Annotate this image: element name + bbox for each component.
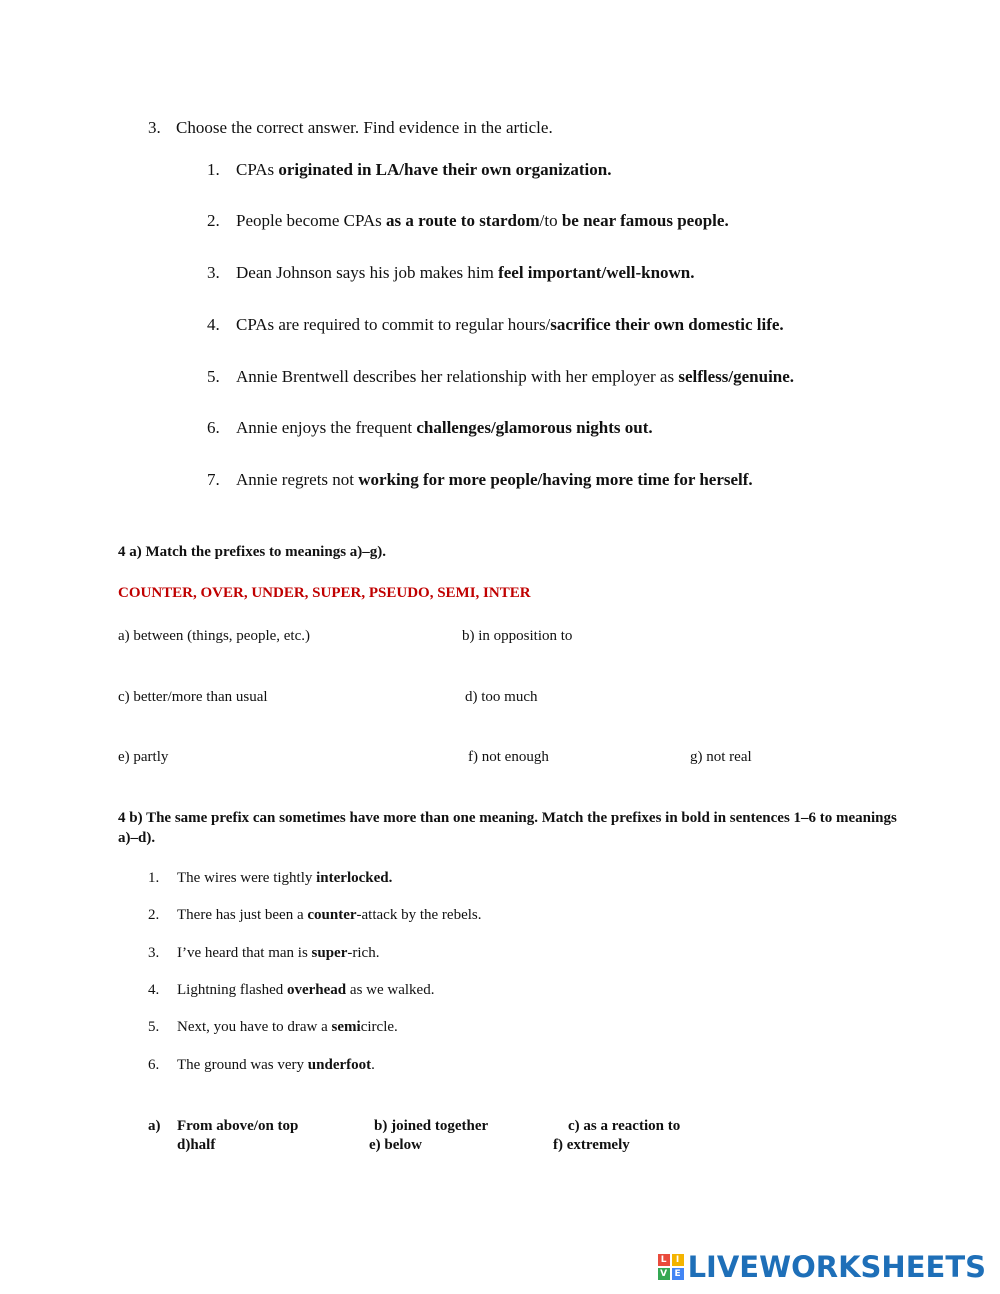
question-text: Annie Brentwell describes her relationship with her employer as selfless/genuine.	[236, 367, 795, 386]
bold-prefix-word: overhead	[286, 982, 347, 998]
key-marker: a)	[148, 1118, 161, 1134]
section-3-number: 3.	[148, 118, 161, 137]
answer-options: sacrifice their own domestic life.	[550, 315, 784, 334]
sentence-number: 1.	[148, 870, 160, 886]
bold-prefix-word: semi	[331, 1019, 361, 1035]
section-4a-heading: 4 a) Match the prefixes to meanings a)–g).	[118, 544, 387, 560]
sentence-text: Lightning flashed overhead as we walked.	[177, 982, 435, 998]
liveworksheets-logo	[658, 1250, 986, 1284]
sentence-number: 4.	[148, 982, 160, 998]
key-meaning-b: b) joined together	[374, 1118, 489, 1134]
sentence-text: The wires were tightly interlocked.	[177, 870, 393, 886]
key-meaning-e: e) below	[369, 1137, 422, 1153]
key-meaning-a: From above/on top	[177, 1118, 299, 1134]
question-number: 6.	[207, 418, 220, 437]
question-text: Dean Johnson says his job makes him feel important/well-known.	[236, 263, 695, 282]
sentence-text: There has just been a counter-attack by the rebels.	[177, 907, 482, 923]
meaning-g: g) not real	[690, 749, 752, 765]
bold-prefix-word: underfoot	[307, 1057, 372, 1073]
question-number: 1.	[207, 160, 220, 179]
question-number: 5.	[207, 367, 220, 386]
sentence-number: 5.	[148, 1019, 160, 1035]
key-meaning-d: d)half	[177, 1137, 216, 1153]
question-number: 2.	[207, 211, 220, 230]
meaning-f: f) not enough	[468, 749, 549, 765]
answer-options: originated in LA/have their own organization.	[278, 160, 612, 179]
bold-prefix-word: super	[311, 945, 348, 961]
question-text: Annie enjoys the frequent challenges/glamorous nights out.	[236, 418, 653, 437]
answer-options: feel important/well-known.	[498, 263, 695, 282]
section-3-heading	[148, 118, 553, 138]
question-text: CPAs are required to commit to regular hours/sacrifice their own domestic life.	[236, 315, 784, 334]
question-text: People become CPAs as a route to stardom/to be near famous people.	[236, 211, 729, 230]
section-3-heading-text: Choose the correct answer. Find evidence in the article.	[176, 118, 553, 137]
section-4b-heading: 4 b) The same prefix can sometimes have more than one meaning. Match the prefixes in bold in sentences 1–6 to meanings a)–d).	[118, 810, 897, 846]
sentence-text: The ground was very underfoot.	[177, 1057, 375, 1073]
sentence-number: 6.	[148, 1057, 160, 1073]
question-text: Annie regrets not working for more people/having more time for herself.	[236, 470, 753, 489]
key-meaning-f: f) extremely	[553, 1137, 630, 1153]
meaning-e: e) partly	[118, 749, 169, 765]
sentence-number: 3.	[148, 945, 160, 961]
question-number: 7.	[207, 470, 220, 489]
meaning-c: c) better/more than usual	[118, 689, 268, 705]
bold-prefix-word: counter	[307, 907, 357, 923]
logo-text: LIVEWORKSHEETS	[687, 1250, 986, 1284]
meaning-b: b) in opposition to	[462, 628, 573, 644]
answer-option: as a route to stardom	[386, 211, 540, 230]
meaning-a: a) between (things, people, etc.)	[118, 628, 311, 644]
answer-options: working for more people/having more time for herself.	[358, 470, 753, 489]
sentence-number: 2.	[148, 907, 160, 923]
answer-options: challenges/glamorous nights out.	[416, 418, 653, 437]
logo-blocks-icon: L I V E	[658, 1254, 684, 1280]
question-number: 4.	[207, 315, 220, 334]
prefix-list: COUNTER, OVER, UNDER, SUPER, PSEUDO, SEMI, INTER	[118, 585, 531, 601]
sentence-text: Next, you have to draw a semicircle.	[177, 1019, 398, 1035]
bold-prefix-word: interlocked.	[316, 870, 393, 886]
question-text: CPAs originated in LA/have their own organization.	[236, 160, 612, 179]
answer-option: be near famous people.	[561, 211, 729, 230]
key-meaning-c: c) as a reaction to	[568, 1118, 681, 1134]
sentence-text: I’ve heard that man is super-rich.	[177, 945, 380, 961]
answer-options: selfless/genuine.	[678, 367, 795, 386]
meaning-d: d) too much	[465, 689, 538, 705]
question-number: 3.	[207, 263, 220, 282]
